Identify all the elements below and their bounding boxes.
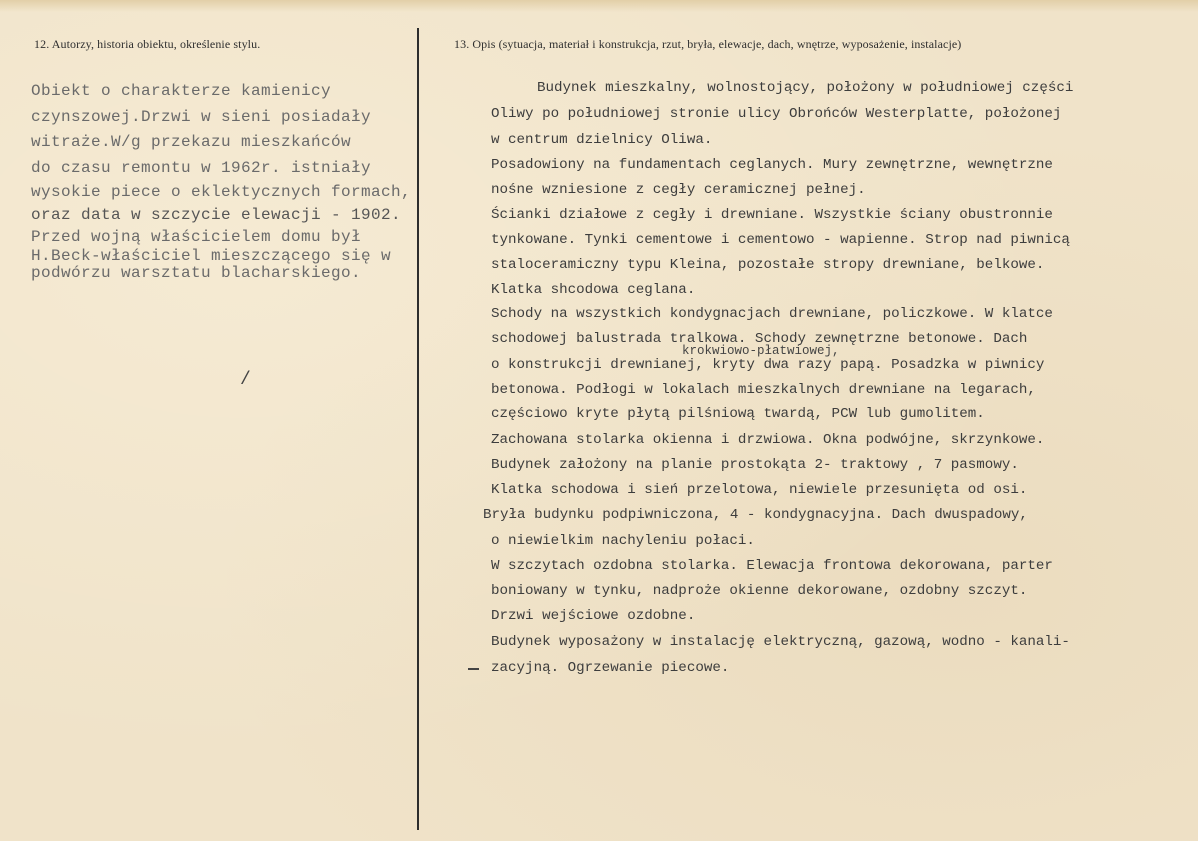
left-line: Przed wojną właścicielem domu był: [31, 228, 362, 246]
right-line: Klatka schodowa i sień przelotowa, niewiele przesunięta od osi.: [491, 482, 1028, 498]
right-line: Budynek wyposażony w instalację elektryczną, gazową, wodno - kanali-: [491, 634, 1070, 650]
right-line: nośne wzniesione z cegły ceramicznej pełnej.: [491, 182, 866, 198]
left-line: do czasu remontu w 1962r. istniały: [31, 159, 372, 177]
left-line: witraże.W/g przekazu mieszkańców: [31, 133, 352, 151]
left-line: oraz data w szczycie elewacji - 1902.: [31, 206, 402, 224]
pencil-mark: /: [240, 370, 251, 390]
column-divider: [417, 28, 419, 830]
card-top-edge: [0, 0, 1198, 12]
right-line: W szczytach ozdobna stolarka. Elewacja frontowa dekorowana, parter: [491, 558, 1053, 574]
right-line: Posadowiony na fundamentach ceglanych. Mury zewnętrzne, wewnętrzne: [491, 157, 1053, 173]
right-line: Bryła budynku podpiwniczona, 4 - kondygnacyjna. Dach dwuspadowy,: [483, 507, 1028, 523]
left-line: H.Beck-właściciel mieszczącego się w: [31, 247, 392, 265]
handwritten-insertion: krokwiowo-płatwiowej,: [682, 344, 840, 358]
left-line: wysokie piece o eklektycznych formach,: [31, 183, 412, 201]
right-line: staloceramiczny typu Kleina, pozostałe stropy drewniane, belkowe.: [491, 257, 1045, 273]
right-line: częściowo kryte płytą pilśniową twardą, PCW lub gumolitem.: [491, 406, 985, 422]
right-line: tynkowane. Tynki cementowe i cementowo - wapienne. Strop nad piwnicą: [491, 232, 1070, 248]
right-line: Schody na wszystkich kondygnacjach drewniane, policzkowe. W klatce: [491, 306, 1053, 322]
right-line: o konstrukcji drewnianej, kryty dwa razy papą. Posadzka w piwnicy: [491, 357, 1045, 373]
right-line: Ścianki działowe z cegły i drewniane. Wszystkie ściany obustronnie: [491, 207, 1053, 223]
right-line: Oliwy po południowej stronie ulicy Obrońców Westerplatte, położonej: [491, 106, 1062, 122]
left-line: Obiekt o charakterze kamienicy: [31, 82, 332, 100]
right-line: o niewielkim nachyleniu połaci.: [491, 533, 755, 549]
section-12-header: 12. Autorzy, historia obiektu, określenie stylu.: [34, 37, 261, 51]
section-13-header: 13. Opis (sytuacja, materiał i konstrukcja, rzut, bryła, elewacje, dach, wnętrze, wyposażenie, instalacje): [454, 37, 962, 51]
right-line: Budynek założony na planie prostokąta 2- traktowy , 7 pasmowy.: [491, 457, 1019, 473]
right-line: Klatka shcodowa ceglana.: [491, 282, 696, 298]
left-line: czynszowej.Drzwi w sieni posiadały: [31, 108, 372, 126]
right-line: betonowa. Podłogi w lokalach mieszkalnych drewniane na legarach,: [491, 382, 1036, 398]
right-line: Zachowana stolarka okienna i drzwiowa. Okna podwójne, skrzynkowe.: [491, 432, 1045, 448]
right-line: Budynek mieszkalny, wolnostojący, położony w południowej części: [537, 80, 1074, 96]
right-line: schodowej balustrada tralkowa. Schody zewnętrzne betonowe. Dach: [491, 331, 1028, 347]
right-line: boniowany w tynku, nadproże okienne dekorowane, ozdobny szczyt.: [491, 583, 1028, 599]
right-line: zacyjną. Ogrzewanie piecowe.: [491, 660, 730, 676]
left-line: podwórzu warsztatu blacharskiego.: [31, 264, 362, 282]
right-line: Drzwi wejściowe ozdobne.: [491, 608, 696, 624]
right-line: w centrum dzielnicy Oliwa.: [491, 132, 713, 148]
hyphen-mark: [468, 668, 479, 670]
